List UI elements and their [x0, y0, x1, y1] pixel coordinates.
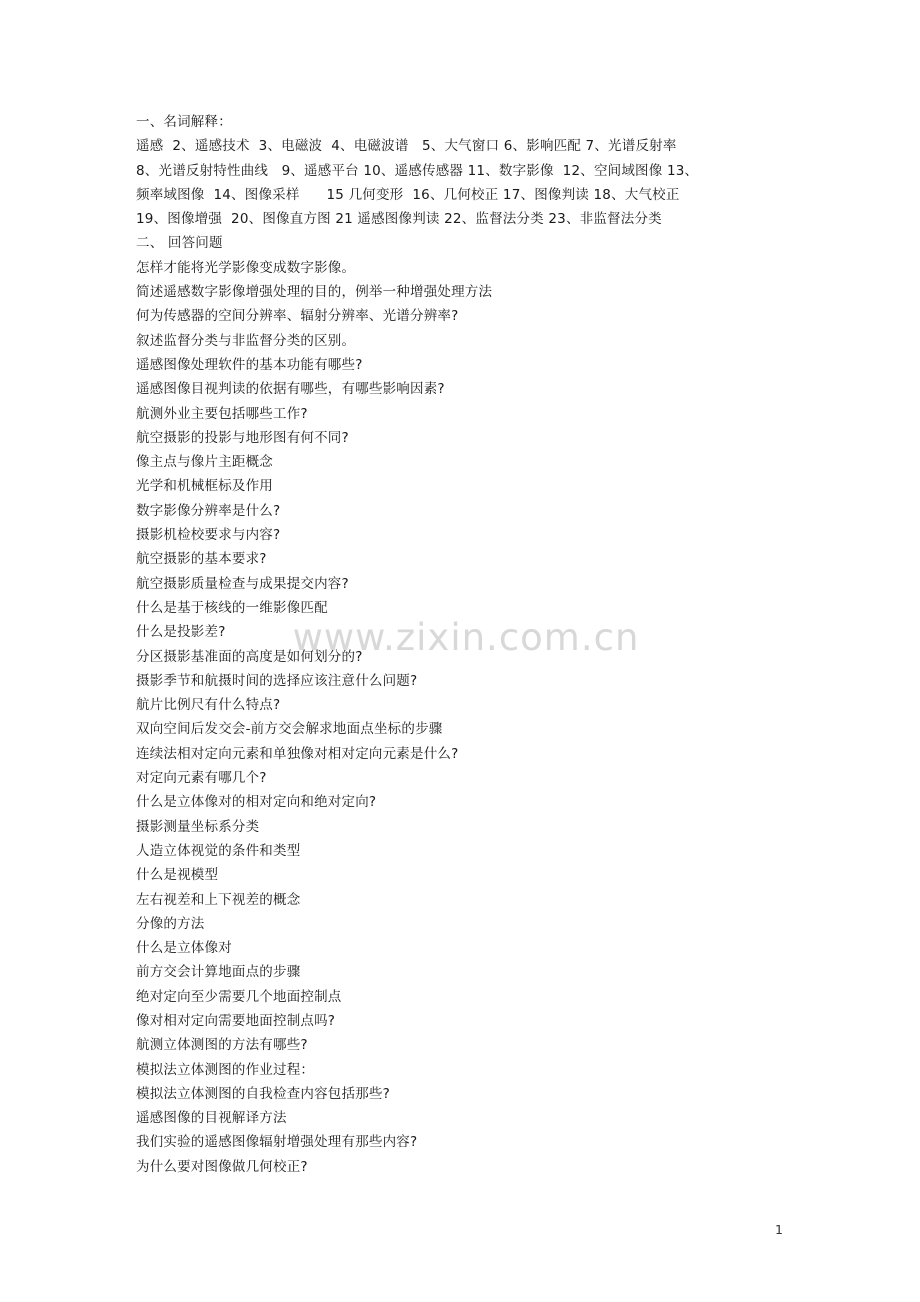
document-line: 分区摄影基准面的高度是如何划分的? [136, 648, 363, 665]
watermark-text: www.zixin.com.cn [292, 616, 640, 659]
document-line: 像对相对定向需要地面控制点吗? [136, 1012, 336, 1029]
document-line: 遥感 2、遥感技术 3、电磁波 4、电磁波谱 5、大气窗口 6、影响匹配 7、光谱反射率 [136, 138, 677, 155]
document-line: 一、名词解释： [136, 114, 232, 130]
document-line: 遥感图像处理软件的基本功能有哪些? [136, 356, 363, 373]
document-line: 双向空间后发交会-前方交会解求地面点坐标的步骤 [136, 721, 443, 738]
document-line: 什么是投影差? [136, 624, 226, 641]
document-line: 绝对定向至少需要几个地面控制点 [136, 988, 342, 1005]
document-line: 摄影季节和航摄时间的选择应该注意什么问题? [136, 672, 418, 689]
page-number: 1 [775, 1222, 783, 1237]
document-line: 二、 回答问题 [136, 235, 223, 252]
document-line: 19、图像增强 20、图像直方图 21 遥感图像判读 22、监督法分类 23、非监督法分类 [136, 211, 662, 228]
document-line: 模拟法立体测图的作业过程： [136, 1061, 315, 1078]
document-line: 为什么要对图像做几何校正? [136, 1158, 308, 1175]
document-line: 航测外业主要包括哪些工作? [136, 405, 308, 422]
document-line: 连续法相对定向元素和单独像对相对定向元素是什么? [136, 745, 459, 762]
document-line: 频率域图像 14、图像采样 15 几何变形 16、几何校正 17、图像判读 18、大气校正 [136, 186, 680, 203]
document-line: 我们实验的遥感图像辐射增强处理有那些内容? [136, 1134, 418, 1151]
document-line: 什么是立体像对 [136, 940, 232, 957]
document-line: 叙述监督分类与非监督分类的区别。 [136, 332, 356, 349]
document-line: 何为传感器的空间分辨率、辐射分辨率、光谱分辨率? [136, 308, 459, 325]
document-line: 航空摄影的投影与地形图有何不同? [136, 429, 349, 446]
document-line: 简述遥感数字影像增强处理的目的，例举一种增强处理方法 [136, 284, 493, 301]
document-line: 对定向元素有哪几个? [136, 770, 267, 787]
document-line: 航空摄影的基本要求? [136, 551, 267, 568]
document-line: 什么是视模型 [136, 867, 219, 884]
document-line: 航测立体测图的方法有哪些? [136, 1037, 308, 1054]
document-line: 光学和机械框标及作用 [136, 478, 273, 495]
document-line: 模拟法立体测图的自我检查内容包括那些? [136, 1085, 390, 1102]
document-line: 航空摄影质量检查与成果提交内容? [136, 575, 349, 592]
document-body [136, 110, 796, 1179]
document-line: 数字影像分辨率是什么? [136, 502, 281, 519]
document-line: 遥感图像的目视解译方法 [136, 1110, 287, 1127]
document-line: 什么是立体像对的相对定向和绝对定向? [136, 794, 377, 811]
document-line: 人造立体视觉的条件和类型 [136, 842, 301, 859]
document-line: 遥感图像目视判读的依据有哪些，有哪些影响因素? [136, 381, 445, 398]
document-line: 航片比例尺有什么特点? [136, 697, 281, 714]
document-line: 8、光谱反射特性曲线 9、遥感平台 10、遥感传感器 11、数字影像 12、空间域图像 13、 [136, 162, 699, 179]
document-line: 摄影机检校要求与内容? [136, 527, 281, 544]
document-line: 摄影测量坐标系分类 [136, 818, 260, 835]
document-line: 像主点与像片主距概念 [136, 454, 273, 471]
document-line: 分像的方法 [136, 915, 205, 932]
document-line: 左右视差和上下视差的概念 [136, 891, 301, 908]
document-line: 前方交会计算地面点的步骤 [136, 964, 301, 981]
document-line: 什么是基于核线的一维影像匹配 [136, 599, 328, 616]
document-line: 怎样才能将光学影像变成数字影像。 [136, 259, 356, 276]
